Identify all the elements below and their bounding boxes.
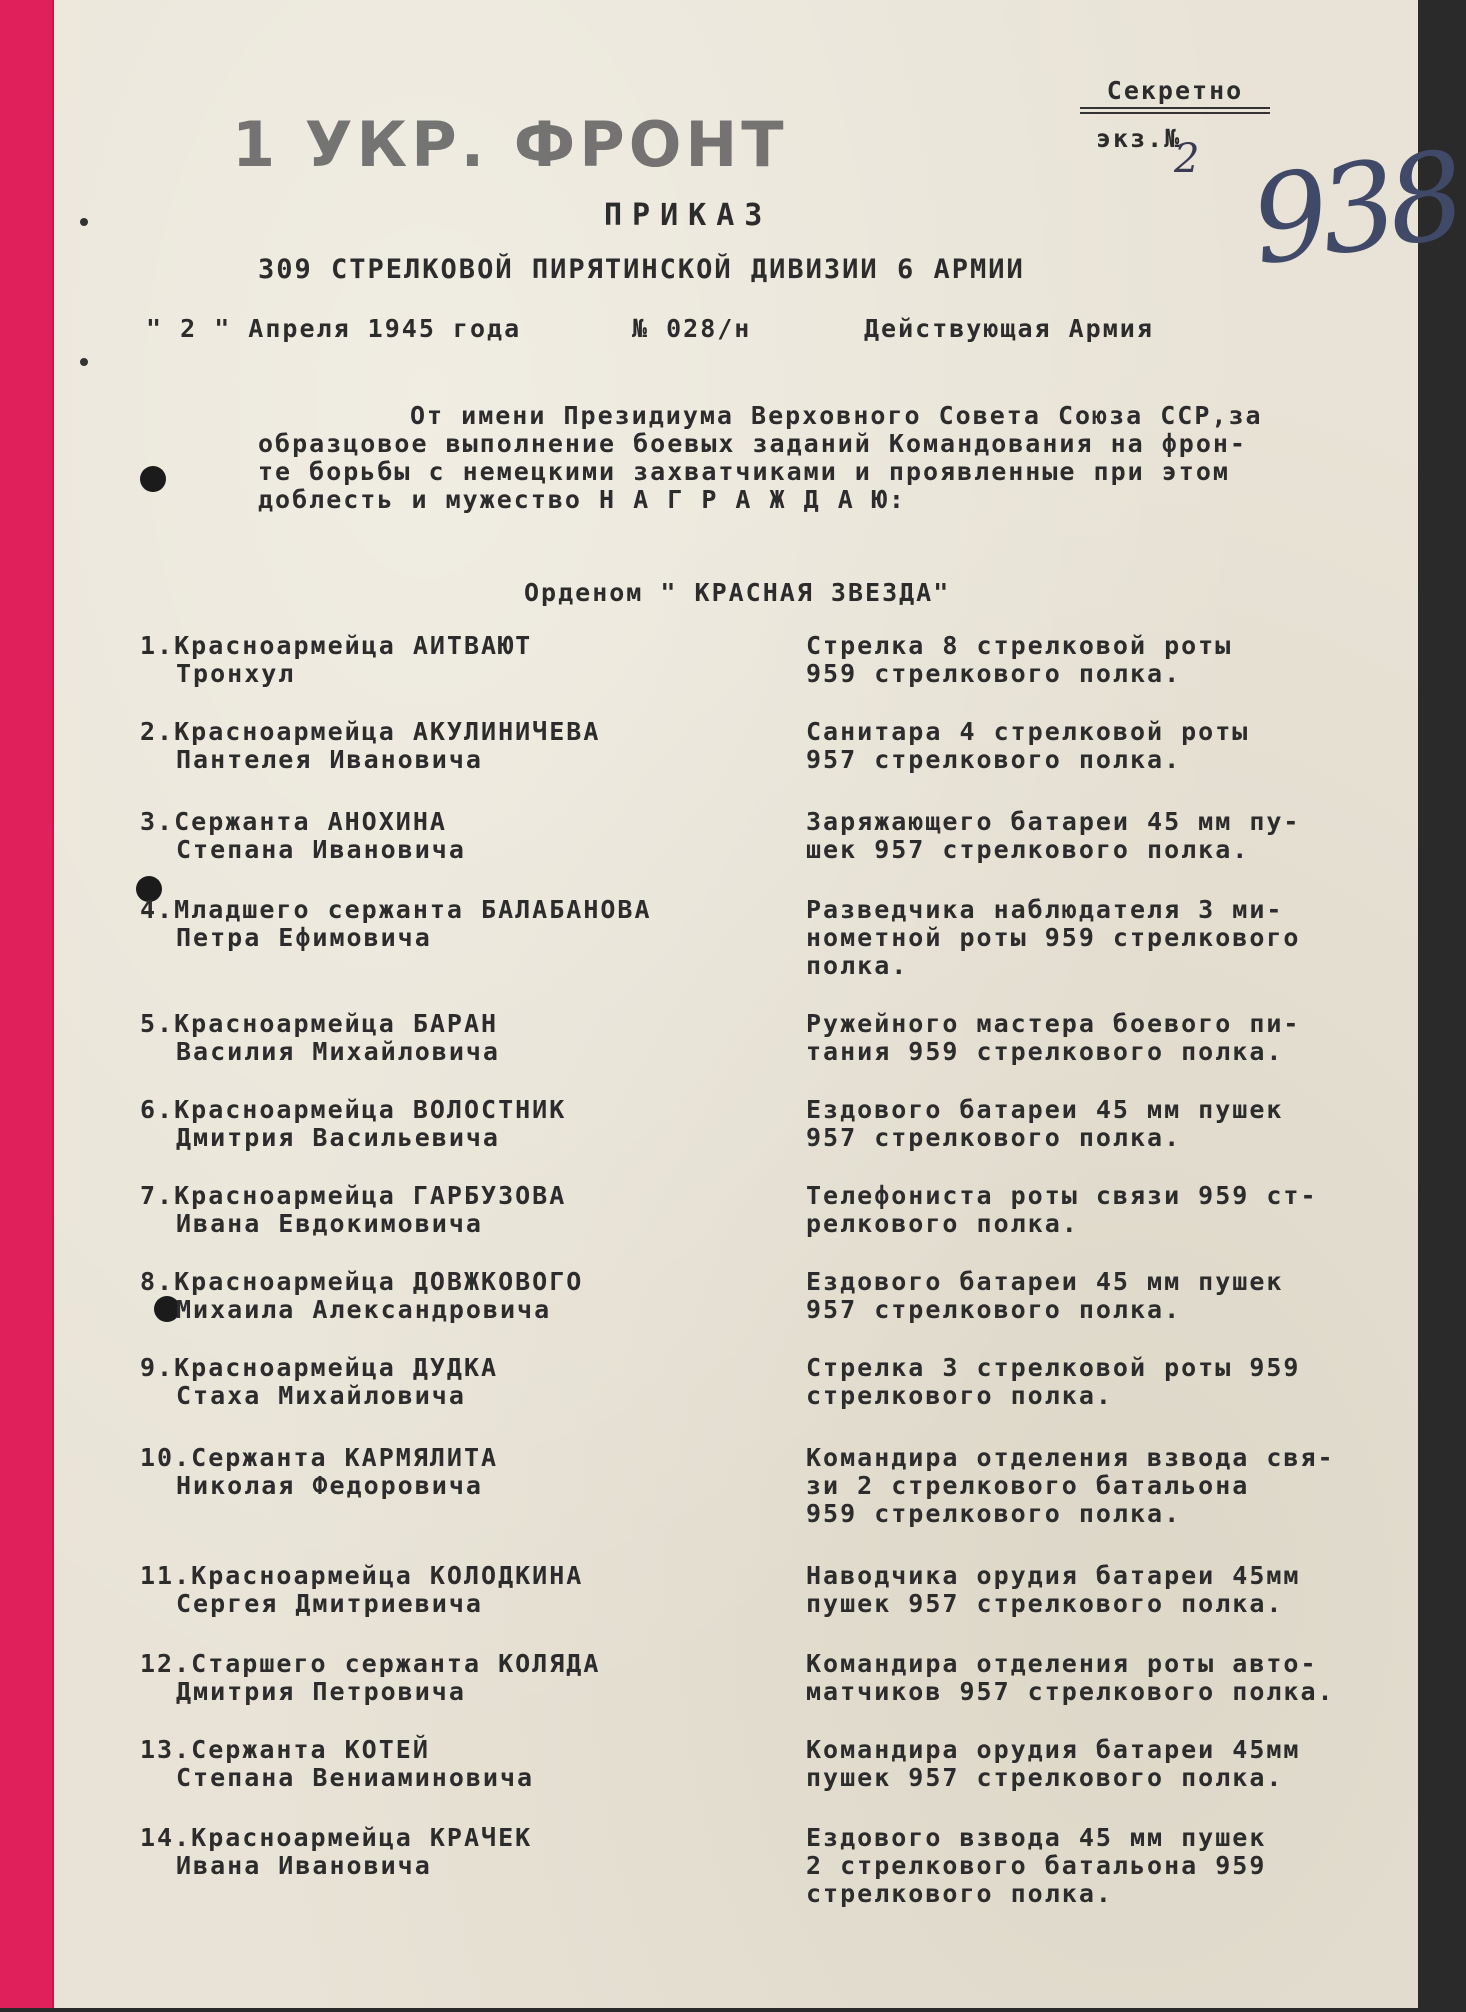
position-line: зи 2 стрелкового батальона: [806, 1471, 1250, 1500]
copy-label: экз.№: [1096, 124, 1182, 153]
awardee-rank-surname: 12.Старшего сержанта КОЛЯДА: [140, 1649, 601, 1678]
awardee-given-names: Ивана Евдокимовича: [176, 1209, 483, 1238]
awardee-position: [806, 1444, 1406, 1528]
preamble: [258, 402, 1263, 514]
awardee-position: [806, 1268, 1406, 1324]
position-line: 2 стрелкового батальона 959: [806, 1851, 1267, 1880]
awardee-rank-surname: 2.Красноармейца АКУЛИНИЧЕВА: [140, 717, 601, 746]
awardee-name: [140, 1444, 780, 1500]
handwritten-number: 938: [1243, 126, 1466, 293]
army-label: Действующая Армия: [864, 314, 1154, 343]
position-line: Наводчика орудия батареи 45мм: [806, 1561, 1301, 1590]
margin-strip: [0, 0, 54, 2008]
awardee-rank-surname: 3.Сержанта АНОХИНА: [140, 807, 447, 836]
awardee-given-names: Дмитрия Петровича: [176, 1677, 466, 1706]
awardee-position: [806, 632, 1406, 688]
awardee-position: [806, 1650, 1406, 1706]
awardee-given-names: Стаха Михайловича: [176, 1381, 466, 1410]
preamble-line: те борьбы с немецкими захватчиками и проявленные при этом: [258, 457, 1230, 486]
position-line: релкового полка.: [806, 1209, 1079, 1238]
awardee-name: [140, 1824, 780, 1880]
awardee-position: [806, 1736, 1406, 1792]
front-stamp: 1 УКР. ФРОНТ: [232, 108, 788, 181]
position-line: Ездового взвода 45 мм пушек: [806, 1823, 1267, 1852]
position-line: Командира орудия батареи 45мм: [806, 1735, 1301, 1764]
awardee-name: [140, 896, 780, 952]
awardee-name: [140, 1562, 780, 1618]
awardee-name: [140, 718, 780, 774]
awardee-given-names: Петра Ефимовича: [176, 923, 432, 952]
position-line: Стрелка 3 стрелковой роты 959: [806, 1353, 1301, 1382]
position-line: матчиков 957 стрелкового полка.: [806, 1677, 1335, 1706]
awardee-rank-surname: 6.Красноармейца ВОЛОСТНИК: [140, 1095, 567, 1124]
awardee-rank-surname: 13.Сержанта КОТЕЙ: [140, 1735, 430, 1764]
awardee-position: [806, 896, 1406, 980]
position-line: Ездового батареи 45 мм пушек: [806, 1267, 1284, 1296]
order-date: " 2 " Апреля 1945 года: [146, 314, 522, 343]
pin-mark: [80, 358, 88, 366]
position-line: стрелкового полка.: [806, 1879, 1113, 1908]
position-line: пушек 957 стрелкового полка.: [806, 1589, 1284, 1618]
position-line: Разведчика наблюдателя 3 ми-: [806, 895, 1284, 924]
preamble-line: От имени Президиума Верховного Совета Союза ССР,за: [410, 401, 1263, 430]
copy-number: 2: [1174, 136, 1200, 182]
awardee-given-names: Тронхул: [176, 659, 296, 688]
awardee-rank-surname: 14.Красноармейца КРАЧЕК: [140, 1823, 533, 1852]
document-title: ПРИКАЗ: [604, 198, 773, 233]
awardee-given-names: Степана Ивановича: [176, 835, 466, 864]
awardee-given-names: Пантелея Ивановича: [176, 745, 483, 774]
awardee-given-names: Дмитрия Васильевича: [176, 1123, 500, 1152]
awardee-position: [806, 718, 1406, 774]
awardee-position: [806, 1824, 1406, 1908]
preamble-line: доблесть и мужество Н А Г Р А Ж Д А Ю:: [258, 485, 906, 514]
awardee-position: [806, 1010, 1406, 1066]
awardee-position: [806, 808, 1406, 864]
position-line: Командира отделения взвода свя-: [806, 1443, 1335, 1472]
position-line: 957 стрелкового полка.: [806, 1295, 1182, 1324]
awardee-position: [806, 1562, 1406, 1618]
awardee-rank-surname: 11.Красноармейца КОЛОДКИНА: [140, 1561, 584, 1590]
awardee-name: [140, 632, 780, 688]
awardee-name: [140, 808, 780, 864]
position-line: 959 стрелкового полка.: [806, 1499, 1182, 1528]
document-subtitle: 309 СТРЕЛКОВОЙ ПИРЯТИНСКОЙ ДИВИЗИИ 6 АРМИИ: [258, 254, 1025, 285]
position-line: Командира отделения роты авто-: [806, 1649, 1318, 1678]
punch-hole: [140, 466, 166, 492]
awardee-rank-surname: 5.Красноармейца БАРАН: [140, 1009, 499, 1038]
awardee-position: [806, 1354, 1406, 1410]
position-line: Ружейного мастера боевого пи-: [806, 1009, 1301, 1038]
double-underline: [1080, 107, 1270, 114]
awardee-rank-surname: 8.Красноармейца ДОВЖКОВОГО: [140, 1267, 584, 1296]
position-line: Заряжающего батареи 45 мм пу-: [806, 807, 1301, 836]
awardee-name: [140, 1010, 780, 1066]
position-line: 957 стрелкового полка.: [806, 1123, 1182, 1152]
awardee-rank-surname: 7.Красноармейца ГАРБУЗОВА: [140, 1181, 567, 1210]
awardee-rank-surname: 9.Красноармейца ДУДКА: [140, 1353, 499, 1382]
awardee-position: [806, 1182, 1406, 1238]
position-line: Телефониста роты связи 959 ст-: [806, 1181, 1318, 1210]
preamble-line: образцовое выполнение боевых заданий Командования на фрон-: [258, 429, 1247, 458]
position-line: пушек 957 стрелкового полка.: [806, 1763, 1284, 1792]
awardee-name: [140, 1650, 780, 1706]
awardee-rank-surname: 10.Сержанта КАРМЯЛИТА: [140, 1443, 499, 1472]
position-line: Стрелка 8 стрелковой роты: [806, 631, 1233, 660]
position-line: Ездового батареи 45 мм пушек: [806, 1095, 1284, 1124]
position-line: 959 стрелкового полка.: [806, 659, 1182, 688]
awardee-name: [140, 1182, 780, 1238]
award-title: Орденом " КРАСНАЯ ЗВЕЗДА": [524, 578, 951, 607]
awardee-name: [140, 1354, 780, 1410]
position-line: нометной роты 959 стрелкового: [806, 923, 1301, 952]
awardee-given-names: Николая Федоровича: [176, 1471, 483, 1500]
position-line: полка.: [806, 951, 909, 980]
position-line: стрелкового полка.: [806, 1381, 1113, 1410]
awardee-given-names: Сергея Дмитриевича: [176, 1589, 483, 1618]
order-number: № 028/н: [632, 314, 752, 343]
awardee-given-names: Ивана Ивановича: [176, 1851, 432, 1880]
pin-mark: [80, 218, 88, 226]
secrecy-label: Секретно: [1106, 76, 1244, 105]
awardee-given-names: Василия Михайловича: [176, 1037, 500, 1066]
position-line: шек 957 стрелкового полка.: [806, 835, 1250, 864]
awardee-name: [140, 1736, 780, 1792]
awardee-given-names: Степана Вениаминовича: [176, 1763, 535, 1792]
position-line: Санитара 4 стрелковой роты: [806, 717, 1250, 746]
awardee-position: [806, 1096, 1406, 1152]
awardee-name: [140, 1268, 780, 1324]
awardee-rank-surname: 1.Красноармейца АИТВАЮТ: [140, 631, 533, 660]
position-line: тания 959 стрелкового полка.: [806, 1037, 1284, 1066]
awardee-given-names: Михаила Александровича: [176, 1295, 552, 1324]
awardee-rank-surname: 4.Младшего сержанта БАЛАБАНОВА: [140, 895, 652, 924]
awardee-name: [140, 1096, 780, 1152]
position-line: 957 стрелкового полка.: [806, 745, 1182, 774]
